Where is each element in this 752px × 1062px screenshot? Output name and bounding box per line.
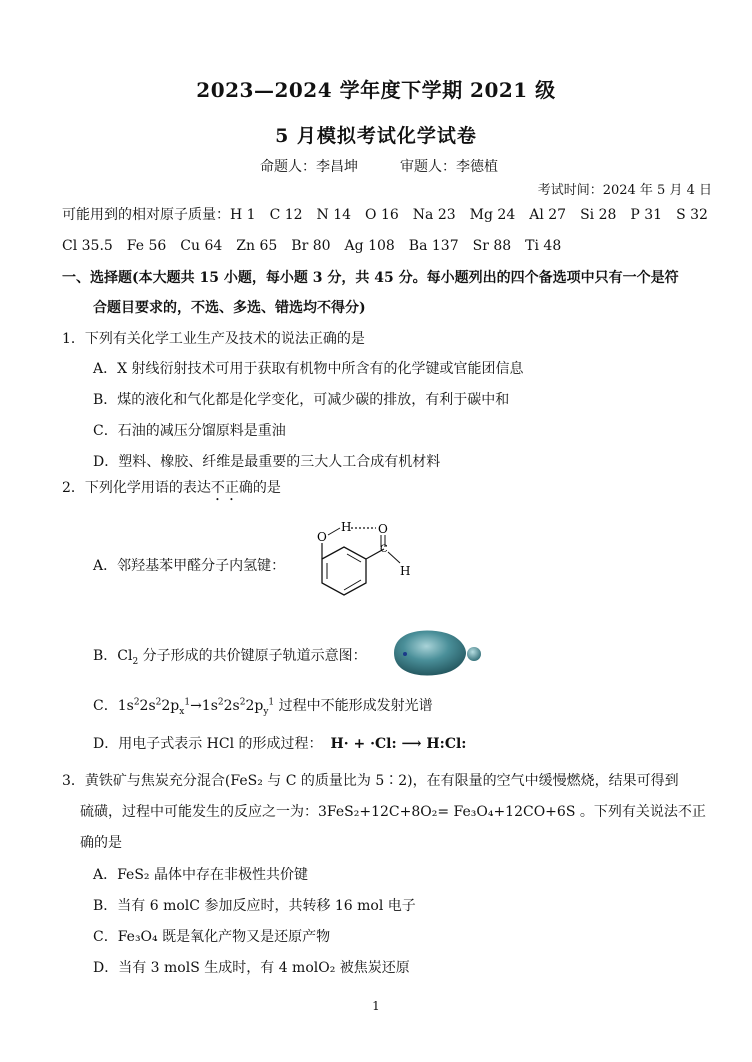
q1-stem: 1．下列有关化学工业生产及技术的说法正确的是 [62, 331, 365, 347]
q1-option-d: D．塑料、橡胶、纤维是最重要的三大人工合成有机材料 [93, 454, 441, 470]
setter: 命题人：李昌坤 [260, 159, 358, 175]
q1-option-a: A．X 射线衍射技术可用于获取有机物中所含有的化学键或官能团信息 [93, 361, 524, 377]
section-heading-line-2: 合题目要求的，不选、多选、错选均不得分) [93, 300, 366, 316]
hcl-electron-formation: H· + ·Cl: ⟶ H:Cl: [330, 736, 467, 752]
q3-stem-line-3: 确的是 [80, 835, 122, 851]
exam-subtitle: 5 月模拟考试化学试卷 [275, 125, 477, 147]
q3-option-a: A．FeS₂ 晶体中存在非极性共价键 [93, 867, 308, 883]
q1-option-b: B．煤的液化和气化都是化学变化，可减少碳的排放，有利于碳中和 [93, 392, 510, 408]
q2-stem: 2．下列化学用语的表达不正确的是 [62, 480, 281, 496]
q2-option-a: A．邻羟基苯甲醛分子内氢键： [93, 558, 286, 574]
q3-stem-line-1: 3．黄铁矿与焦炭充分混合(FeS₂ 与 C 的质量比为 5∶2)，在有限量的空气中缓慢燃烧，结果可得到 [62, 773, 679, 789]
salicylaldehyde-structure [300, 519, 420, 609]
q2-option-c: C．$1s^22s^22p_x^1\to 1s^22s^22p_y^1$ 过程中不能形成发射光谱 [93, 697, 433, 717]
exam-time: 考试时间：2024 年 5 月 4 日 [537, 183, 712, 198]
q3-option-c: C．Fe₃O₄ 既是氧化产物又是还原产物 [93, 929, 331, 945]
struct-h2: H [400, 564, 411, 578]
exam-title: 2023—2024 学年度下学期 2021 级 [196, 78, 556, 102]
struct-c: C [380, 544, 388, 555]
q3-option-b: B．当有 6 molC 参加反应时，共转移 16 mol 电子 [93, 898, 416, 914]
q3-stem-line-2: 硫磺，过程中可能发生的反应之一为：3FeS₂+12C+8O₂= Fe₃O₄+12CO+6S 。下列有关说法不正 [80, 804, 706, 820]
cl2-orbital-diagram [390, 625, 490, 681]
struct-o2: O [378, 522, 388, 536]
atomic-masses-line-1: 可能用到的相对原子质量：H 1 C 12 N 14 O 16 Na 23 Mg 24 Al 27 Si 28 P 31 S 32 [62, 207, 708, 223]
reviewer: 审题人：李德植 [400, 159, 498, 175]
atomic-masses-line-2: Cl 35.5 Fe 56 Cu 64 Zn 65 Br 80 Ag 108 Ba 137 Sr 88 Ti 48 [62, 238, 562, 254]
q3-option-d: D．当有 3 molS 生成时，有 4 molO₂ 被焦炭还原 [93, 960, 410, 976]
page-number: 1 [372, 999, 380, 1013]
section-heading-line-1: 一、选择题(本大题共 15 小题，每小题 3 分，共 45 分。每小题列出的四个备选项中只有一个是符 [62, 270, 679, 286]
q2-option-d: D．用电子式表示 HCl 的形成过程： H· + ·Cl: ⟶ H:Cl: [93, 736, 467, 752]
q2-emphasis: 不正 [210, 480, 239, 496]
authors-line [260, 156, 540, 176]
q1-option-c: C．石油的减压分馏原料是重油 [93, 423, 286, 439]
struct-o1: O [317, 530, 327, 544]
struct-h1: H [341, 520, 352, 534]
q2-option-b: B．$Cl_2$ 分子形成的共价键原子轨道示意图： [93, 648, 367, 667]
